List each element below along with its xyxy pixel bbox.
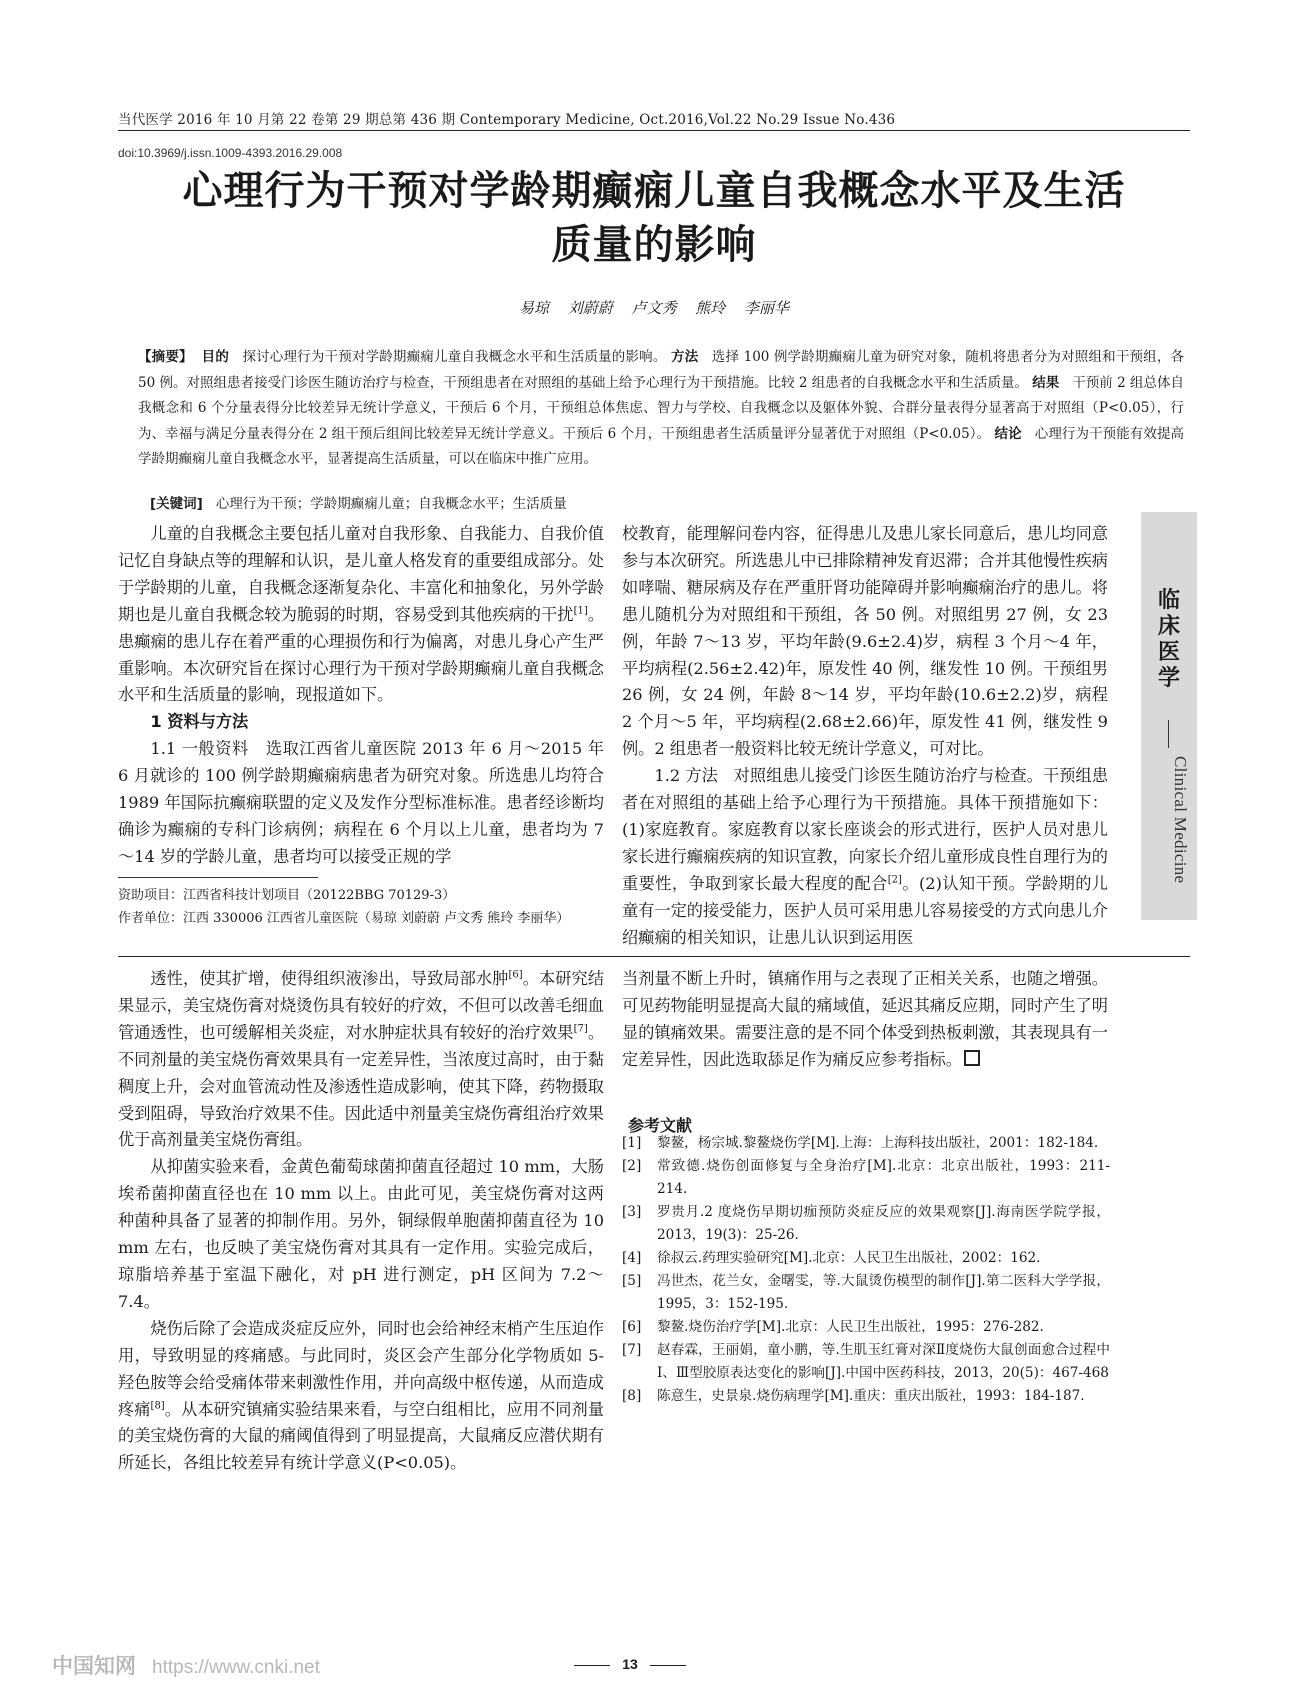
subsection-label: 1.2 方法 — [654, 766, 718, 786]
general-data-paragraph: 1.1 一般资料 选取江西省儿童医院 2013 年 6 月～2015 年 6 月就诊的 100 例学龄期癫痫病患者为研究对象。所选患儿均符合 1989 年国际抗癫痫联盟的定义及发作分型标准标准。患者经诊断均确诊为癫痫的专科门诊病例；病程在 6 个月以上儿童，患者均为 7～14 岁的学龄儿童，患者均可以接受正规的学 — [118, 739, 604, 866]
general-data-continued: 校教育，能理解问卷内容，征得患儿及患儿家长同意后，患儿均同意参与本次研究。所选患儿中已排除精神发育迟滞；合并其他慢性疾病如哮喘、糖尿病及存在严重肝肾功能障碍并影响癫痫治疗的患儿。将患儿随机分为对照组和干预组，各 50 例。对照组男 27 例，女 23 例，年龄 7～13 岁，平均年龄(9.6±2.4)岁，病程 3 个月～4 年，平均病程(2.56±2.42)年，原发性 40 例，继发性 10 例。干预组男 26 例，女 24 例，年龄 8～14 岁，平均年龄(10.6±2.2)岁，病程 2 个月～5 年，平均病程(2.68±2.66)年，原发性 41 例，继发性 9 例。2 组患者一般资料比较无统计学意义，可对比。 — [622, 524, 1108, 759]
reference-item — [622, 1270, 1110, 1316]
citation[interactable]: [1] — [573, 605, 588, 617]
watermark-url[interactable]: https://www.cnki.net — [152, 1657, 320, 1678]
methods-text: 选择 100 例学龄期癫痫儿童为研究对象，随机将患者分为对照组和干预组，各 50 例。对照组患者接受门诊医生随访治疗与检查，干预组患者在对照组的基础上给予心理行为干预措施。比较 2 组患者的自我概念水平和生活质量。 — [138, 349, 1185, 391]
sidebar-divider — [1168, 720, 1169, 748]
reference-item — [622, 1155, 1110, 1201]
keywords-text: 心理行为干预；学龄期癫痫儿童；自我概念水平；生活质量 — [215, 496, 567, 512]
reference-text: 徐叔云.药理实验研究[M].北京：人民卫生出版社，2002：162. — [657, 1250, 1041, 1266]
doi[interactable]: doi:10.3969/j.issn.1009-4393.2016.29.008 — [118, 146, 343, 160]
reference-text: 冯世杰，花兰女，金曙雯，等.大鼠烫伤模型的制作[J].第二医科大学学报，1995，3：152-195. — [657, 1273, 1110, 1312]
upper-left-column — [118, 521, 604, 871]
reference-text: 陈意生，史景泉.烧伤病理学[M].重庆：重庆出版社，1993：184-187. — [657, 1388, 1085, 1404]
discussion-paragraph-4: 当剂量不断上升时，镇痛作用与之表现了正相关关系，也随之增强。可见药物能明显提高大鼠的痛域值，延迟其痛反应期，同时产生了明显的镇痛效果。需要注意的是不同个体受到热板刺激，其表现具有一定差异性，因此选取舔足作为痛反应参考指标。 — [622, 969, 1108, 1069]
sidebar-section-en: Clinical Medicine — [1171, 756, 1190, 884]
keywords-label: [关键词] — [150, 496, 203, 512]
watermark-name: 中国知网 — [52, 1655, 136, 1678]
reference-number: [7] — [622, 1342, 642, 1358]
objective-label: 目的 — [201, 349, 230, 365]
lower-left-column — [118, 966, 604, 1477]
upper-right-column — [622, 521, 1108, 952]
page-number: 13 — [560, 1656, 700, 1672]
reference-list — [622, 1132, 1110, 1408]
reference-text: 罗贵月.2 度烧伤早期切痂预防炎症反应的效果观察[J].海南医学院学报，2013，19(3)：25-26. — [657, 1204, 1110, 1243]
methods-label: 方法 — [671, 349, 699, 365]
reference-item — [622, 1247, 1110, 1270]
title-line-2: 质量的影响 — [551, 222, 757, 268]
citation[interactable]: [6] — [508, 969, 523, 981]
citation[interactable]: [8] — [150, 1400, 165, 1412]
reference-number: [2] — [622, 1158, 642, 1174]
affiliation-note: 作者单位：江西 330006 江西省儿童医院（易琼 刘蔚蔚 卢文秀 熊玲 李丽华） — [118, 911, 570, 926]
reference-text: 黎鳌.烧伤治疗学[M].北京：人民卫生出版社，1995：276-282. — [657, 1319, 1044, 1335]
objective-text: 探讨心理行为干预对学龄期癫痫儿童自我概念水平和生活质量的影响。 — [242, 349, 667, 365]
reference-number: [6] — [622, 1319, 642, 1335]
conclusion-text: 心理行为干预能有效提高学龄期癫痫儿童自我概念水平，显著提高生活质量，可以在临床中推广应用。 — [138, 425, 1185, 467]
methods-paragraph: 1.2 方法 对照组患儿接受门诊医生随访治疗与检查。干预组患者在对照组的基础上给予心理行为干预措施。具体干预措施如下：(1)家庭教育。家庭教育以家长座谈会的形式进行，医护人员对患儿家长进行癫痫疾病的知识宣教，向家长介绍儿童形成良性自理行为的重要性，争取到家长最大程度的配合[2]。(2)认知干预。学龄期的儿童有一定的接受能力，医护人员可采用患儿容易接受的方式向患儿介绍癫痫的相关知识，让患儿认识到运用医 — [622, 766, 1109, 947]
reference-item — [622, 1339, 1110, 1385]
reference-item — [622, 1201, 1110, 1247]
intro-paragraph: 儿童的自我概念主要包括儿童对自我形象、自我能力、自我价值记忆自身缺点等的理解和认识，是儿童人格发育的重要组成部分。处于学龄期的儿童，自我概念逐渐复杂化、丰富化和抽象化，另外学龄期也是儿童自我概念较为脆弱的时期，容易受到其他疾病的干扰[1]。患癫痫的患儿存在着严重的心理损伤和行为偏离，对患儿身心产生严重影响。本次研究旨在探讨心理行为干预对学龄期癫痫儿童自我概念水平和生活质量的影响，现报道如下。 — [118, 524, 605, 705]
section-heading-1: 1 资料与方法 — [150, 712, 249, 732]
discussion-paragraph-3: 烧伤后除了会造成炎症反应外，同时也会给神经末梢产生压迫作用，导致明显的疼痛感。与此同时，炎区会产生部分化学物质如 5-羟色胺等会给受痛体带来刺激性作用，并向高级中枢传递，从而造成疼痛[8]。从本研究镇痛实验结果来看，与空白组相比，应用不同剂量的美宝烧伤膏的大鼠的痛阈值得到了明显提高，大鼠痛反应潜伏期有所延长，各组比较差异有统计学意义(P<0.05)。 — [118, 1318, 605, 1473]
results-text: 干预前 2 组总体自我概念和 6 个分量表得分比较差异无统计学意义，干预后 6 个月，干预组总体焦虑、智力与学校、自我概念以及躯体外貌、合群分量表得分显著高于对照组（P<0.05），行为、幸福与满足分量表得分在 2 组干预后组间比较差异无统计学意义。干预后 6 个月，干预组患者生活质量评分显著优于对照组（P<0.05）。 — [138, 374, 1185, 442]
discussion-paragraph-2: 从抑菌实验来看，金黄色葡萄球菌抑菌直径超过 10 mm，大肠埃希菌抑菌直径也在 10 mm 以上。由此可见，美宝烧伤膏对这两种菌种具备了显著的抑制作用。另外，铜绿假单胞菌抑菌直径为 10 mm 左右，也反映了美宝烧伤膏对其具有一定作用。实验完成后，琼脂培养基于室温下融化，对 pH 进行测定，pH 区间为 7.2～7.4。 — [118, 1157, 604, 1311]
results-label: 结果 — [1032, 374, 1060, 391]
references-heading: 参考文献 — [628, 1116, 693, 1135]
reference-number: [1] — [622, 1135, 642, 1151]
subsection-label: 1.1 一般资料 — [150, 739, 249, 759]
reference-number: [4] — [622, 1250, 642, 1266]
running-head: 当代医学 2016 年 10 月第 22 卷第 29 期总第 436 期 Contemporary Medicine, Oct.2016,Vol.22 No.29 Issue No.436 — [118, 112, 896, 128]
sidebar-section-zh: 临床医学 — [1157, 588, 1180, 691]
article-title — [118, 164, 1190, 272]
citation[interactable]: [2] — [887, 874, 902, 886]
authors: 易琼 刘蔚蔚 卢文秀 熊玲 李丽华 — [518, 299, 790, 317]
conclusion-label: 结论 — [994, 425, 1022, 442]
abstract — [138, 345, 1184, 473]
abstract-label: 【摘要】 — [138, 349, 193, 365]
footnote — [118, 884, 604, 930]
discussion-paragraph-1: 透性，使其扩增，使得组织液渗出，导致局部水肿[6]。本研究结果显示，美宝烧伤膏对烧烫伤具有较好的疗效，不但可以改善毛细血管通透性，也可缓解相关炎症，对水肿症状具有较好的治疗效果[7]。不同剂量的美宝烧伤膏效果具有一定差异性，当浓度过高时，由于黏稠度上升，会对血管流动性及渗透性造成影响，使其下降，药物摄取受到阻碍，导致治疗效果不佳。因此适中剂量美宝烧伤膏组治疗效果优于高剂量美宝烧伤膏组。 — [118, 969, 605, 1150]
keywords — [150, 492, 1180, 512]
reference-item — [622, 1132, 1110, 1155]
reference-text: 赵春霖，王丽娟，童小鹏，等.生肌玉红膏对深Ⅱ度烧伤大鼠创面愈合过程中Ⅰ、Ⅲ型胶原表达变化的影响[J].中国中医药科技，2013，20(5)：467-468 — [657, 1342, 1110, 1381]
reference-text: 常致德.烧伤创面修复与全身治疗[M].北京：北京出版社，1993：211-214. — [657, 1158, 1110, 1197]
reference-item — [622, 1385, 1110, 1408]
footnote-rule — [118, 877, 318, 878]
reference-number: [3] — [622, 1204, 642, 1220]
end-mark-icon — [964, 1050, 980, 1066]
funding-note: 资助项目：江西省科技计划项目（20122BBG 70129-3） — [118, 888, 456, 903]
reference-item — [622, 1316, 1110, 1339]
citation[interactable]: [7] — [573, 1023, 588, 1035]
lower-right-column — [622, 966, 1108, 1074]
title-line-1: 心理行为干预对学龄期癫痫儿童自我概念水平及生活 — [182, 168, 1126, 214]
header-rule — [118, 130, 1190, 131]
cnki-watermark[interactable] — [52, 1650, 320, 1680]
reference-number: [8] — [622, 1388, 642, 1404]
reference-number: [5] — [622, 1273, 642, 1289]
article-split-rule — [118, 956, 1190, 957]
reference-text: 黎鳌，杨宗城.黎鳌烧伤学[M].上海：上海科技出版社，2001：182-184. — [657, 1135, 1099, 1151]
